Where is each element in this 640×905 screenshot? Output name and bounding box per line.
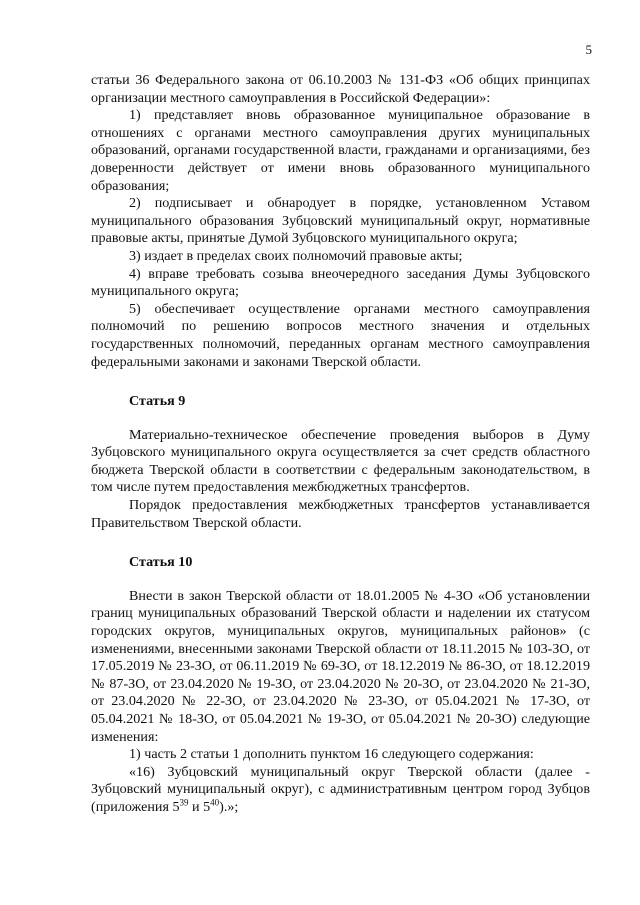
power-item-3: 3) издает в пределах своих полномочий правовые акты; [129,247,463,264]
article-10-heading: Статья 10 [129,554,193,571]
article-10-quote [91,764,590,817]
article-10-paragraph-2: 1) часть 2 статьи 1 дополнить пунктом 16 следующего содержания: [129,746,534,763]
quote-text-after: ).»; [219,798,239,815]
document-body [91,72,590,817]
power-item-5: 5) обеспечивает осуществление органами местного самоуправления полномочий по решению вопросов местного значения и отдельных государственных полномочий, переданных органам местного самоуправления федеральными законами и законами Тверской области. [91,300,590,370]
power-item-2: 2) подписывает и обнародует в порядке, установленном Уставом муниципального образования Зубцовский муниципальный округ, нормативные правовые акты, принятые Думой Зубцовского муниципального округа; [91,195,590,247]
quote-superscript-1: 39 [179,797,189,808]
power-item-1: 1) представляет вновь образованное муниципальное образование в отношениях с органами местного самоуправления других муниципальных образований, органами государственной власти, гражданами и организациями, без доверенности действует от имени вновь образованного муниципального образования; [91,107,590,194]
power-item-4: 4) вправе требовать созыва внеочередного заседания Думы Зубцовского муниципального округа; [91,265,590,300]
quote-superscript-2: 40 [210,797,220,808]
quote-text-before: «16) Зубцовский муниципальный округ Тверской области (далее - Зубцовский муниципальный округ), с административным центром город Зубцов (приложения 5 [91,763,590,815]
page-number: 5 [585,42,592,57]
quote-text-mid: и 5 [188,798,211,815]
article-9-paragraph-1: Материально-техническое обеспечение проведения выборов в Думу Зубцовского муниципального округа осуществляется за счет средств областного бюджета Тверской области в соответствии с федеральным законодательством, в том числе путем предоставления межбюджетных трансфертов. [91,426,590,496]
intro-paragraph: статьи 36 Федерального закона от 06.10.2003 № 131-ФЗ «Об общих принципах организации местного самоуправления в Российской Федерации»: [91,72,590,106]
article-9-heading: Статья 9 [129,393,186,410]
article-9-paragraph-2: Порядок предоставления межбюджетных трансфертов устанавливается Правительством Тверской области. [91,497,590,531]
article-10-paragraph-1: Внести в закон Тверской области от 18.01.2005 № 4-ЗО «Об установлении границ муниципальных образований Тверской области и наделении их статусом городских округов, муниципальных округов, муниципальных районов» (с изменениями, внесенными законами Тверской области от 18.11.2015 № 103-ЗО, от 17.05.2019 № 23-ЗО, от 06.11.2019 № 69-ЗО, от 18.12.2019 № 86-ЗО, от 18.12.2019 № 87-ЗО, от 23.04.2020 № 19-ЗО, от 23.04.2020 № 20-ЗО, от 23.04.2020 № 21-ЗО, от 23.04.2020 № 22-ЗО, от 23.04.2020 № 23-ЗО, от 05.04.2021 № 17-ЗО, от 05.04.2021 № 18-ЗО, от 05.04.2021 № 19-ЗО, от 05.04.2021 № 20-ЗО) следующие изменения: [91,587,590,745]
